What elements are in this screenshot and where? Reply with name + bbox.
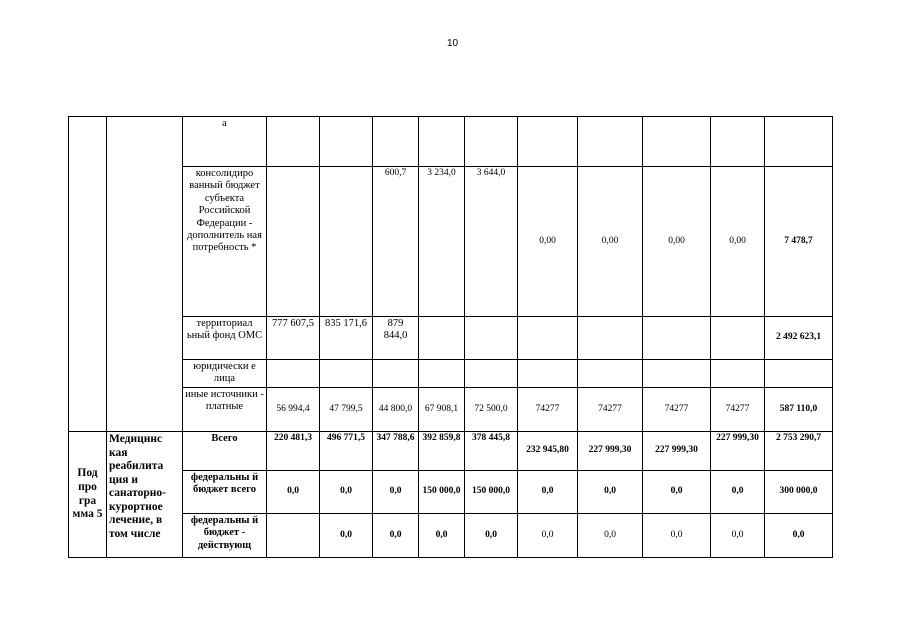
table-row [69,167,833,317]
value-cell: 0,00 [711,167,765,317]
value-cell: 879 844,0 [373,317,419,360]
value-cell [711,317,765,360]
value-cell: 74277 [518,388,578,432]
value-cell: 0,0 [578,471,643,514]
value-cell: 0,0 [419,514,465,558]
value-cell: 0,0 [711,514,765,558]
subprogram-cell-continued [69,117,107,432]
value-cell: 74277 [643,388,711,432]
table-row [69,514,833,558]
value-cell: 3 644,0 [465,167,518,317]
value-cell: 2 753 290,7 [765,432,833,471]
value-cell: 67 908,1 [419,388,465,432]
value-cell: 0,0 [578,514,643,558]
value-cell: 0,00 [578,167,643,317]
table-row [69,317,833,360]
source-cell: Всего [183,432,267,471]
budget-table [68,116,833,558]
table-row [69,388,833,432]
value-cell [320,167,373,317]
value-cell [578,317,643,360]
value-cell: 56 994,4 [267,388,320,432]
source-cell: а [183,117,267,167]
table-row [69,471,833,514]
subprogram-name: Медицинс кая реабилита ция и санаторно-курортное лечение, в том числе [107,432,183,558]
value-cell: 227 999,30 [643,432,711,471]
source-cell: консолидиро ванный бюджет субъекта Российской Федерации - дополнитель ная потребность * [183,167,267,317]
value-cell: 220 481,3 [267,432,320,471]
table-row [69,117,833,167]
value-cell: 47 799,5 [320,388,373,432]
value-cell: 378 445,8 [465,432,518,471]
value-cell: 0,0 [465,514,518,558]
table-row [69,432,833,471]
value-cell: 347 788,6 [373,432,419,471]
value-cell: 600,7 [373,167,419,317]
source-cell: иные источники - платные [183,388,267,432]
value-cell: 232 945,80 [518,432,578,471]
value-cell: 0,0 [320,471,373,514]
value-cell: 7 478,7 [765,167,833,317]
value-cell: 0,0 [518,471,578,514]
value-cell [419,317,465,360]
value-cell: 227 999,30 [578,432,643,471]
value-cell: 74277 [578,388,643,432]
value-cell: 0,0 [373,514,419,558]
value-cell: 0,0 [765,514,833,558]
value-cell: 0,00 [643,167,711,317]
value-cell: 300 000,0 [765,471,833,514]
value-cell [267,167,320,317]
value-cell: 227 999,30 [711,432,765,471]
value-cell: 0,0 [518,514,578,558]
value-cell: 0,0 [643,471,711,514]
source-cell: юридически е лица [183,360,267,388]
value-cell: 150 000,0 [419,471,465,514]
value-cell: 150 000,0 [465,471,518,514]
value-cell: 0,0 [320,514,373,558]
value-cell: 0,00 [518,167,578,317]
source-cell: федеральны й бюджет всего [183,471,267,514]
value-cell: 0,0 [267,471,320,514]
subprogram-label: Под про гра мма 5 [69,432,107,558]
value-cell: 3 234,0 [419,167,465,317]
table-row [69,360,833,388]
value-cell: 0,0 [711,471,765,514]
value-cell: 392 859,8 [419,432,465,471]
value-cell: 777 607,5 [267,317,320,360]
source-cell: территориал ьный фонд ОМС [183,317,267,360]
value-cell: 2 492 623,1 [765,317,833,360]
value-cell [465,317,518,360]
name-cell-continued [107,117,183,432]
source-cell: федеральны й бюджет - действующ [183,514,267,558]
value-cell [518,317,578,360]
value-cell [267,514,320,558]
value-cell: 44 800,0 [373,388,419,432]
page-number: 10 [446,38,459,49]
value-cell: 587 110,0 [765,388,833,432]
value-cell [643,317,711,360]
value-cell: 72 500,0 [465,388,518,432]
value-cell: 74277 [711,388,765,432]
value-cell: 0,0 [643,514,711,558]
value-cell: 496 771,5 [320,432,373,471]
value-cell: 835 171,6 [320,317,373,360]
value-cell: 0,0 [373,471,419,514]
